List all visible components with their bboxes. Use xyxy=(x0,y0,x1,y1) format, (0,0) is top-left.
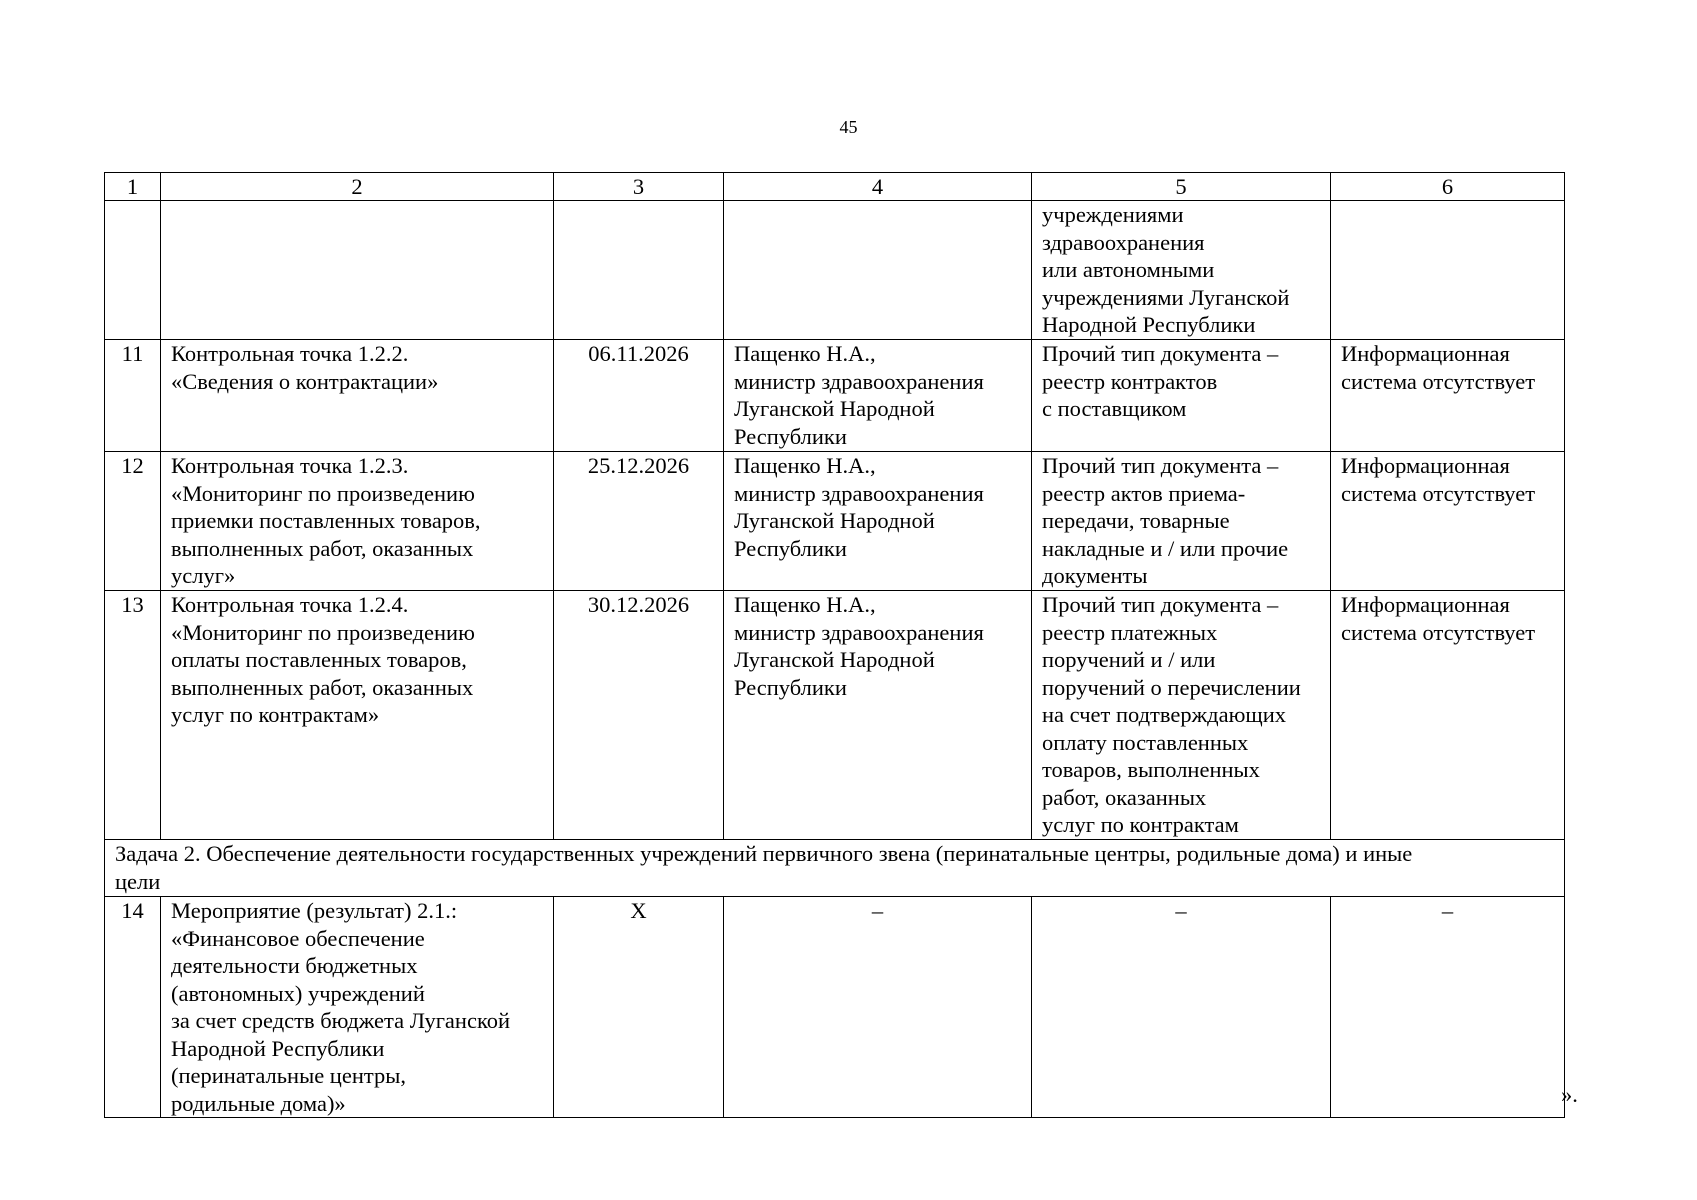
document-line: учреждениями xyxy=(1042,202,1184,227)
cell-document xyxy=(1032,340,1331,452)
cell-number xyxy=(105,201,161,340)
control-points-table xyxy=(104,172,1565,1118)
responsible-line: Пащенко Н.А., xyxy=(734,592,876,617)
name-line: (автономных) учреждений xyxy=(171,980,425,1006)
name-line: деятельности бюджетных xyxy=(171,953,418,978)
table-row xyxy=(105,452,1565,591)
cell-number: 14 xyxy=(105,897,161,1118)
name-line: «Финансовое обеспечение xyxy=(171,925,425,951)
name-line: приемки поставленных товаров, xyxy=(171,508,481,533)
responsible-line: Пащенко Н.А., xyxy=(734,341,876,366)
document-line: товаров, выполненных xyxy=(1042,757,1260,782)
document-line: оплату поставленных xyxy=(1042,729,1249,755)
task-row xyxy=(105,840,1565,897)
cell-name xyxy=(161,340,554,452)
cell-number: 12 xyxy=(105,452,161,591)
name-line: «Мониторинг по произведению xyxy=(171,480,475,506)
document-line: реестр платежных xyxy=(1042,619,1218,645)
document-line: или автономными xyxy=(1042,257,1215,282)
responsible-line: министр здравоохранения xyxy=(734,619,984,645)
name-line: услуг» xyxy=(171,563,236,588)
column-header-1: 1 xyxy=(105,173,161,201)
responsible-line: Республики xyxy=(734,674,847,700)
name-line: Народной Республики xyxy=(171,1035,385,1061)
system-line: Информационная xyxy=(1341,592,1510,617)
column-header-5: 5 xyxy=(1032,173,1331,201)
name-line: за счет средств бюджета Луганской xyxy=(171,1008,511,1033)
document-line: передачи, товарные xyxy=(1042,508,1230,533)
cell-number: 11 xyxy=(105,340,161,452)
cell-date: 25.12.2026 xyxy=(554,452,724,591)
cell-name xyxy=(161,591,554,840)
name-line: оплаты поставленных товаров, xyxy=(171,647,467,672)
cell-date: 30.12.2026 xyxy=(554,591,724,840)
cell-document: – xyxy=(1032,897,1331,1118)
document-line: накладные и / или прочие xyxy=(1042,535,1289,561)
cell-document xyxy=(1032,591,1331,840)
name-line: «Сведения о контрактации» xyxy=(171,368,439,394)
cell-number: 13 xyxy=(105,591,161,840)
responsible-line: Республики xyxy=(734,423,847,449)
column-header-2: 2 xyxy=(161,173,554,201)
name-line: выполненных работ, оказанных xyxy=(171,535,474,561)
task-heading xyxy=(105,840,1565,897)
name-line: Контрольная точка 1.2.2. xyxy=(171,341,409,366)
name-line: родильные дома)» xyxy=(171,1090,346,1116)
document-line: документы xyxy=(1042,563,1148,588)
column-header-3: 3 xyxy=(554,173,724,201)
document-line: Прочий тип документа – xyxy=(1042,592,1279,617)
document-line: реестр актов приема- xyxy=(1042,480,1246,506)
cell-document xyxy=(1032,201,1331,340)
cell-responsible xyxy=(724,201,1032,340)
document-line: реестр контрактов xyxy=(1042,368,1218,394)
responsible-line: Луганской Народной xyxy=(734,396,935,421)
responsible-line: Пащенко Н.А., xyxy=(734,453,876,478)
name-line: (перинатальные центры, xyxy=(171,1063,406,1088)
column-header-4: 4 xyxy=(724,173,1032,201)
responsible-line: Республики xyxy=(734,535,847,561)
cell-responsible xyxy=(724,340,1032,452)
cell-name xyxy=(161,452,554,591)
system-line: Информационная xyxy=(1341,453,1510,478)
document-line: Народной Республики xyxy=(1042,312,1256,337)
document-line: с поставщиком xyxy=(1042,396,1187,421)
document-line: здравоохранения xyxy=(1042,229,1205,255)
cell-system xyxy=(1331,452,1565,591)
name-line: выполненных работ, оказанных xyxy=(171,674,474,700)
name-line: «Мониторинг по произведению xyxy=(171,619,475,645)
table-header-row xyxy=(105,173,1565,201)
table-row-continuation xyxy=(105,201,1565,340)
system-line: Информационная xyxy=(1341,341,1510,366)
name-line: Контрольная точка 1.2.4. xyxy=(171,592,409,617)
table-row xyxy=(105,897,1565,1118)
document-line: на счет подтверждающих xyxy=(1042,702,1287,727)
cell-responsible xyxy=(724,452,1032,591)
responsible-line: министр здравоохранения xyxy=(734,368,984,394)
document-line: Прочий тип документа – xyxy=(1042,341,1279,366)
system-line: система отсутствует xyxy=(1341,480,1536,506)
task-line: Задача 2. Обеспечение деятельности государственных учреждений первичного звена (перинатальные центры, родильные дома) и иные xyxy=(115,841,1413,866)
cell-name xyxy=(161,201,554,340)
cell-date: 06.11.2026 xyxy=(554,340,724,452)
cell-date xyxy=(554,201,724,340)
task-line: цели xyxy=(115,868,161,894)
cell-system xyxy=(1331,201,1565,340)
cell-responsible xyxy=(724,591,1032,840)
cell-name xyxy=(161,897,554,1118)
cell-date: X xyxy=(554,897,724,1118)
responsible-line: Луганской Народной xyxy=(734,508,935,533)
table-row xyxy=(105,591,1565,840)
document-line: услуг по контрактам xyxy=(1042,812,1239,837)
document-line: работ, оказанных xyxy=(1042,784,1207,810)
cell-system xyxy=(1331,591,1565,840)
page-number: 45 xyxy=(839,117,858,137)
name-line: Контрольная точка 1.2.3. xyxy=(171,453,409,478)
document-line: поручений и / или xyxy=(1042,647,1216,672)
table-row xyxy=(105,340,1565,452)
cell-system xyxy=(1331,340,1565,452)
closing-quote-mark: ». xyxy=(1561,1082,1578,1107)
document-line: Прочий тип документа – xyxy=(1042,453,1279,478)
responsible-line: министр здравоохранения xyxy=(734,480,984,506)
system-line: система отсутствует xyxy=(1341,619,1536,645)
system-line: система отсутствует xyxy=(1341,368,1536,394)
name-line: услуг по контрактам» xyxy=(171,702,380,727)
responsible-line: Луганской Народной xyxy=(734,647,935,672)
name-line: Мероприятие (результат) 2.1.: xyxy=(171,898,458,923)
document-line: поручений о перечислении xyxy=(1042,674,1301,700)
cell-document xyxy=(1032,452,1331,591)
cell-system: – xyxy=(1331,897,1565,1118)
column-header-6: 6 xyxy=(1331,173,1565,201)
cell-responsible: – xyxy=(724,897,1032,1118)
document-line: учреждениями Луганской xyxy=(1042,284,1290,310)
